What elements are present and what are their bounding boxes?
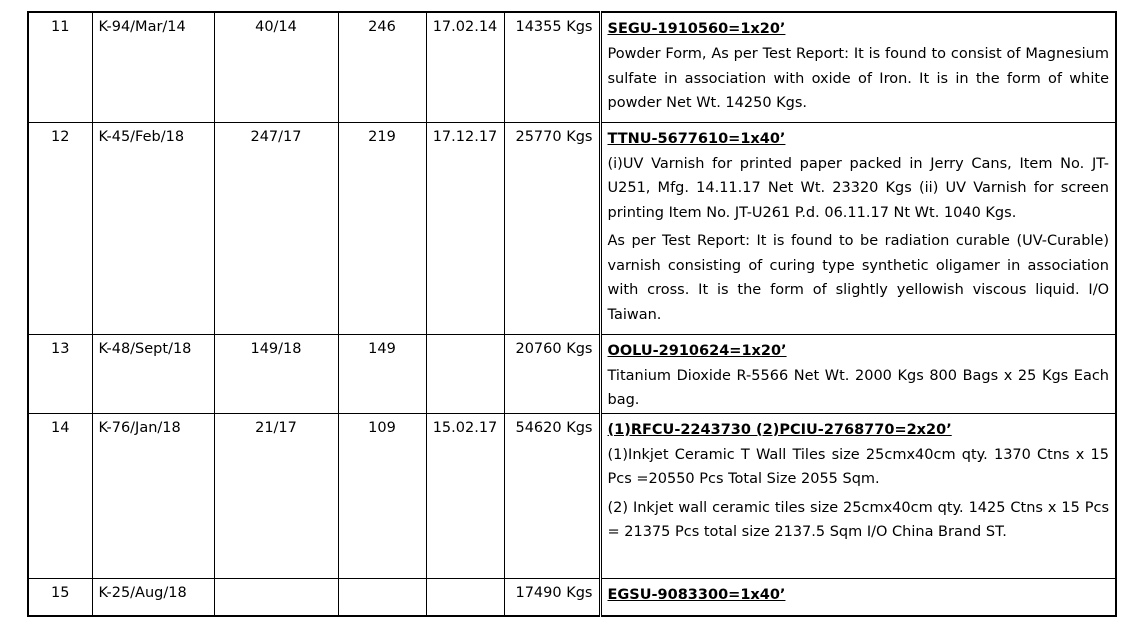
date-cell: 17.12.17 [426, 122, 504, 334]
date-cell [426, 334, 504, 413]
weight-cell: 20760 Kgs [504, 334, 600, 413]
code-cell: 246 [338, 12, 426, 122]
number-cell: 21/17 [214, 413, 338, 578]
date-cell [426, 578, 504, 616]
reference-cell: K-45/Feb/18 [92, 122, 214, 334]
reference-cell: K-94/Mar/14 [92, 12, 214, 122]
weight-cell: 25770 Kgs [504, 122, 600, 334]
code-cell: 109 [338, 413, 426, 578]
code-cell: 149 [338, 334, 426, 413]
table-row [28, 334, 1116, 413]
serial-number-cell: 11 [28, 12, 92, 122]
description-cell [600, 122, 1116, 334]
reference-cell: K-25/Aug/18 [92, 578, 214, 616]
serial-number-cell: 14 [28, 413, 92, 578]
serial-number-cell: 12 [28, 122, 92, 334]
table-row [28, 413, 1116, 578]
table-row [28, 122, 1116, 334]
description-paragraph: As per Test Report: It is found to be radiation curable (UV-Curable) varnish consisting of curing type synthetic oligamer in association with cross. It is the form of slightly yellowish viscous liquid. I/O Taiwan. [607, 233, 1109, 323]
code-cell: 219 [338, 122, 426, 334]
description-paragraph: (1)Inkjet Ceramic T Wall Tiles size 25cmx40cm qty. 1370 Ctns x 15 Pcs =20550 Pcs Total Size 2055 Sqm. [607, 446, 1109, 487]
number-cell: 40/14 [214, 12, 338, 122]
description-cell [600, 413, 1116, 578]
weight-cell: 54620 Kgs [504, 413, 600, 578]
date-cell: 15.02.17 [426, 413, 504, 578]
number-cell: 247/17 [214, 122, 338, 334]
description-cell [600, 578, 1116, 616]
description-cell [600, 334, 1116, 413]
description-paragraph: Titanium Dioxide R-5566 Net Wt. 2000 Kgs 800 Bags x 25 Kgs Each bag. [607, 367, 1109, 408]
serial-number-cell: 15 [28, 578, 92, 616]
reference-cell: K-48/Sept/18 [92, 334, 214, 413]
description-paragraph: (2) Inkjet wall ceramic tiles size 25cmx40cm qty. 1425 Ctns x 15 Pcs = 21375 Pcs total size 2137.5 Sqm I/O China Brand ST. [607, 499, 1109, 540]
number-cell [214, 578, 338, 616]
description-cell [600, 12, 1116, 122]
number-cell: 149/18 [214, 334, 338, 413]
container-number: EGSU-9083300=1x40’ [607, 586, 786, 603]
description-paragraph: (i)UV Varnish for printed paper packed in Jerry Cans, Item No. JT-U251, Mfg. 14.11.17 Net Wt. 23320 Kgs (ii) UV Varnish for screen printing Item No. JT-U261 P.d. 06.11.17 Nt Wt. 1040 Kgs. [607, 155, 1109, 221]
container-number: (1)RFCU-2243730 (2)PCIU-2768770=2x20’ [607, 421, 952, 438]
goods-table [27, 11, 1117, 617]
container-number: OOLU-2910624=1x20’ [607, 342, 787, 359]
container-number: TTNU-5677610=1x40’ [607, 130, 786, 147]
goods-table-body [28, 12, 1116, 616]
date-cell: 17.02.14 [426, 12, 504, 122]
weight-cell: 17490 Kgs [504, 578, 600, 616]
table-row [28, 12, 1116, 122]
container-number: SEGU-1910560=1x20’ [607, 21, 786, 37]
code-cell [338, 578, 426, 616]
description-paragraph: Powder Form, As per Test Report: It is found to consist of Magnesium sulfate in association with oxide of Iron. It is in the form of white powder Net Wt. 14250 Kgs. [607, 46, 1109, 111]
weight-cell: 14355 Kgs [504, 12, 600, 122]
reference-cell: K-76/Jan/18 [92, 413, 214, 578]
serial-number-cell: 13 [28, 334, 92, 413]
table-row [28, 578, 1116, 616]
